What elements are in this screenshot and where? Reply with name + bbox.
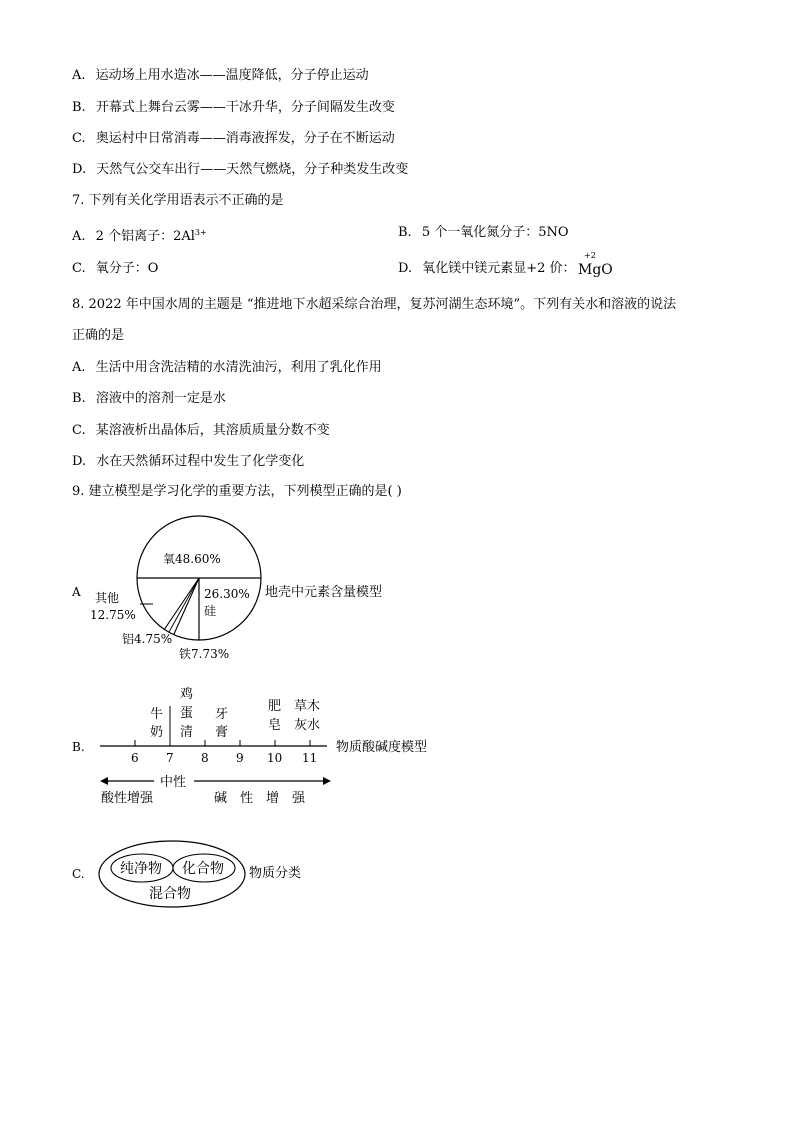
substance-milk: 奶 [150,725,164,740]
option-text: 溶液中的溶剂一定是水 [95,391,226,406]
ph-tick-label: 8 [201,751,209,765]
ph-tick-label: 9 [236,751,244,765]
model-c-letter: C. [72,867,85,881]
acid-label: 酸性增强 [101,791,154,806]
model-a-caption: 地壳中元素含量模型 [265,585,383,600]
substance-soap: 皂 [268,718,282,733]
ph-tick-label: 6 [131,751,139,765]
option-text: 5 个一氧化氮分子：5NO [421,225,569,240]
neutral-label: 中性 [160,775,187,790]
option-text: 开幕式上舞台云雾——干冰升华，分子间隔发生改变 [95,100,395,115]
substance-egg-white: 清 [180,725,194,740]
option-text: 运动场上用水造冰——温度降低，分子停止运动 [95,68,369,83]
substance-milk: 牛 [150,707,164,722]
pie-label-other-pct: 12.75% [90,608,136,622]
pie-label-silicon-pct: 26.30% [204,587,250,601]
option-letter: D. [72,162,87,177]
option-text: 水在天然循环过程中发生了化学变化 [96,454,305,469]
substance-toothpaste: 膏 [215,725,229,740]
pure-substance-label: 纯净物 [120,861,162,877]
option-letter: A. [72,68,86,83]
pie-label-oxygen: 氧48.60% [163,552,221,566]
option-text: 氧化镁中镁元素显+2 价： [422,261,576,276]
q8-stem-line2: 正确的是 [72,328,125,343]
chemical-formula-mgo: MgO [578,262,613,278]
q7-stem: 7. 下列有关化学用语表示不正确的是 [72,193,284,208]
option-text: 奥运村中日常消毒——消毒液挥发，分子在不断运动 [95,131,395,146]
option-letter: B. [398,225,412,240]
model-b-caption: 物质酸碱度模型 [336,740,428,755]
option-letter: A. [72,229,86,244]
option-letter: A. [72,360,86,375]
compound-label: 化合物 [182,861,224,877]
pie-label-iron: 铁7.73% [179,647,230,661]
substance-egg-white: 鸡 [180,687,194,702]
pie-label-silicon: 硅 [204,604,217,618]
substance-ash-water: 灰水 [294,718,321,733]
valence-superscript: +2 [584,251,596,260]
option-text: 氧分子：O [95,261,159,276]
substance-egg-white: 蛋 [180,706,194,721]
base-label: 碱 性 增 强 [214,791,306,806]
q8-stem-line1: 8. 2022 年中国水周的主题是 “推进地下水超采综合治理，复苏河湖生态环境”。下列有关水和溶液的说法 [72,297,677,312]
substance-soap: 肥 [268,699,282,714]
charge-superscript: 3+ [194,228,207,237]
mixture-label: 混合物 [149,886,191,902]
q9-stem: 9. 建立模型是学习化学的重要方法，下列模型正确的是( ) [72,484,402,499]
option-text: 2 个铝离子：2Al [95,229,195,244]
option-text: 某溶液析出晶体后，其溶质质量分数不变 [95,423,330,438]
pie-label-aluminum: 铝4.75% [122,632,173,646]
option-letter: D. [72,454,87,469]
ph-tick-label: 7 [166,751,174,765]
option-text: 生活中用含洗洁精的水清洗油污，利用了乳化作用 [95,360,382,375]
option-letter: C. [72,423,86,438]
substance-ash-water: 草木 [294,699,321,714]
model-c-caption: 物质分类 [249,866,302,881]
option-letter: B. [72,391,86,406]
option-letter: B. [72,100,86,115]
option-letter: C. [72,131,86,146]
ph-tick-label: 11 [302,751,318,765]
option-letter: D. [398,261,413,276]
substance-toothpaste: 牙 [215,707,229,722]
model-b-letter: B. [72,740,85,754]
ph-tick-label: 10 [267,751,283,765]
model-a-letter: A [72,585,81,599]
option-text: 天然气公交车出行——天然气燃烧，分子种类发生改变 [96,162,409,177]
pie-label-other: 其他 [95,591,120,605]
option-letter: C. [72,261,86,276]
